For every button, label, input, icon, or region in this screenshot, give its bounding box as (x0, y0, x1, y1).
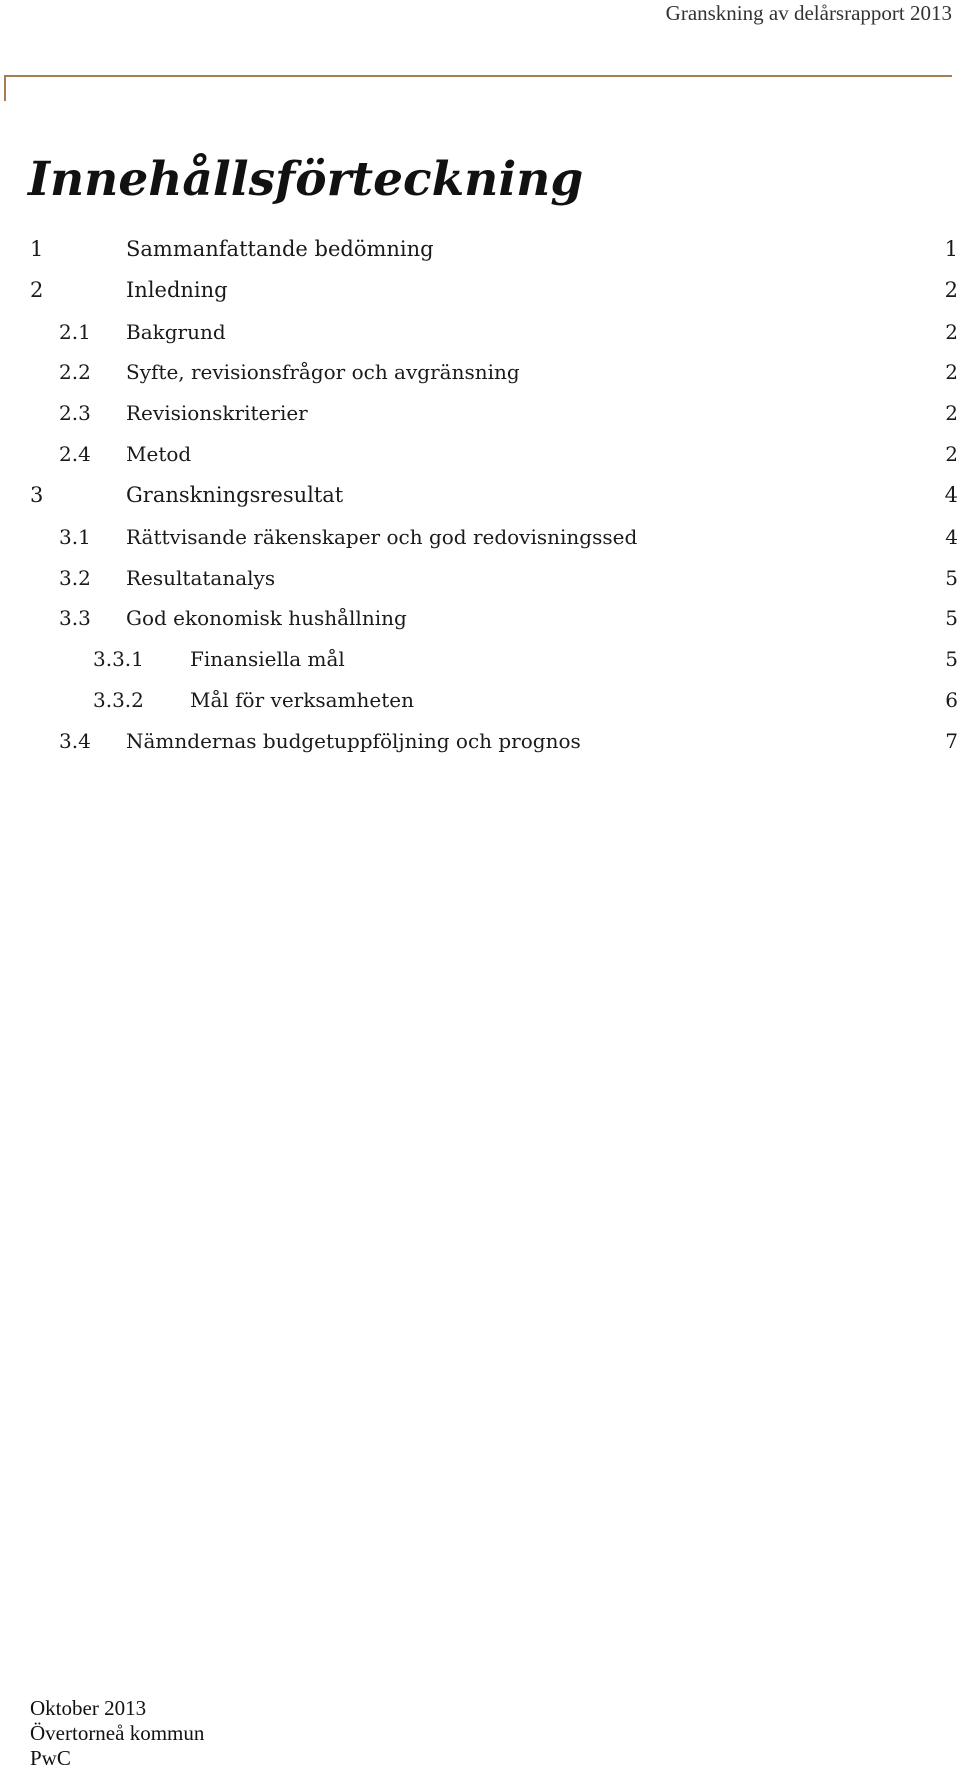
toc-title: Innehållsförteckning (28, 152, 584, 207)
toc-entry-page: 2 (945, 442, 958, 466)
toc-entry[interactable] (0, 355, 960, 389)
toc-entry[interactable] (0, 478, 960, 512)
toc-entry-label: Nämndernas budgetuppföljning och prognos (126, 729, 581, 753)
toc-entry[interactable] (0, 683, 960, 717)
header-rule (4, 75, 952, 77)
toc-entry-number: 3.4 (59, 729, 91, 753)
toc-entry-page: 1 (944, 237, 958, 261)
toc-entry-number: 2.3 (59, 401, 91, 425)
toc-entry[interactable] (0, 520, 960, 554)
toc-entry-label: Syfte, revisionsfrågor och avgränsning (126, 360, 520, 384)
toc-entry-label: Granskningsresultat (126, 483, 344, 507)
toc-entry[interactable] (0, 437, 960, 471)
toc-entry-label: Metod (126, 442, 192, 466)
header-rule-tick (4, 75, 6, 101)
toc-entry-label: Resultatanalys (126, 566, 276, 590)
toc-entry-number: 2.1 (59, 320, 91, 344)
toc-entry[interactable] (0, 232, 960, 266)
footer-author: PwC (30, 1746, 71, 1770)
toc-entry-number: 3.1 (59, 525, 91, 549)
toc-entry[interactable] (0, 561, 960, 595)
toc-entry-label: Bakgrund (126, 320, 226, 344)
toc-entry-number: 2 (30, 278, 44, 302)
toc-entry-page: 5 (945, 566, 958, 590)
toc-entry-number: 2.2 (59, 360, 91, 384)
toc-entry-label: Inledning (126, 278, 228, 302)
toc-entry-page: 4 (944, 483, 958, 507)
toc-entry-page: 4 (945, 525, 958, 549)
toc-entry-page: 2 (945, 320, 958, 344)
toc-entry[interactable] (0, 273, 960, 307)
toc-entry-number: 3.3.2 (93, 688, 144, 712)
toc-entry-number: 3.2 (59, 566, 91, 590)
toc-entry[interactable] (0, 601, 960, 635)
toc-entry-label: Finansiella mål (190, 647, 345, 671)
toc-entry-page: 6 (945, 688, 958, 712)
toc-entry[interactable] (0, 315, 960, 349)
toc-entry[interactable] (0, 642, 960, 676)
toc-entry[interactable] (0, 724, 960, 758)
toc-entry-page: 2 (944, 278, 958, 302)
toc-entry-label: Sammanfattande bedömning (126, 237, 434, 261)
toc-entry-page: 5 (945, 647, 958, 671)
toc-entry-page: 5 (945, 606, 958, 630)
toc-entry-label: Revisionskriterier (126, 401, 308, 425)
toc-entry-label: Mål för verksamheten (190, 688, 414, 712)
toc-entry-page: 2 (945, 401, 958, 425)
running-header: Granskning av delårsrapport 2013 (665, 1, 952, 25)
toc-entry-number: 3 (30, 483, 44, 507)
toc-entry-label: Rättvisande räkenskaper och god redovisningssed (126, 525, 638, 549)
toc-entry-label: God ekonomisk hushållning (126, 606, 407, 630)
toc-entry[interactable] (0, 396, 960, 430)
toc-entry-number: 3.3 (59, 606, 91, 630)
toc-entry-number: 2.4 (59, 442, 91, 466)
toc-entry-page: 7 (945, 729, 958, 753)
document-footer (30, 1696, 204, 1771)
footer-date: Oktober 2013 (30, 1696, 147, 1720)
footer-organization: Övertorneå kommun (30, 1721, 205, 1745)
toc-entry-number: 1 (30, 237, 44, 261)
toc-entry-page: 2 (945, 360, 958, 384)
toc-entry-number: 3.3.1 (93, 647, 144, 671)
